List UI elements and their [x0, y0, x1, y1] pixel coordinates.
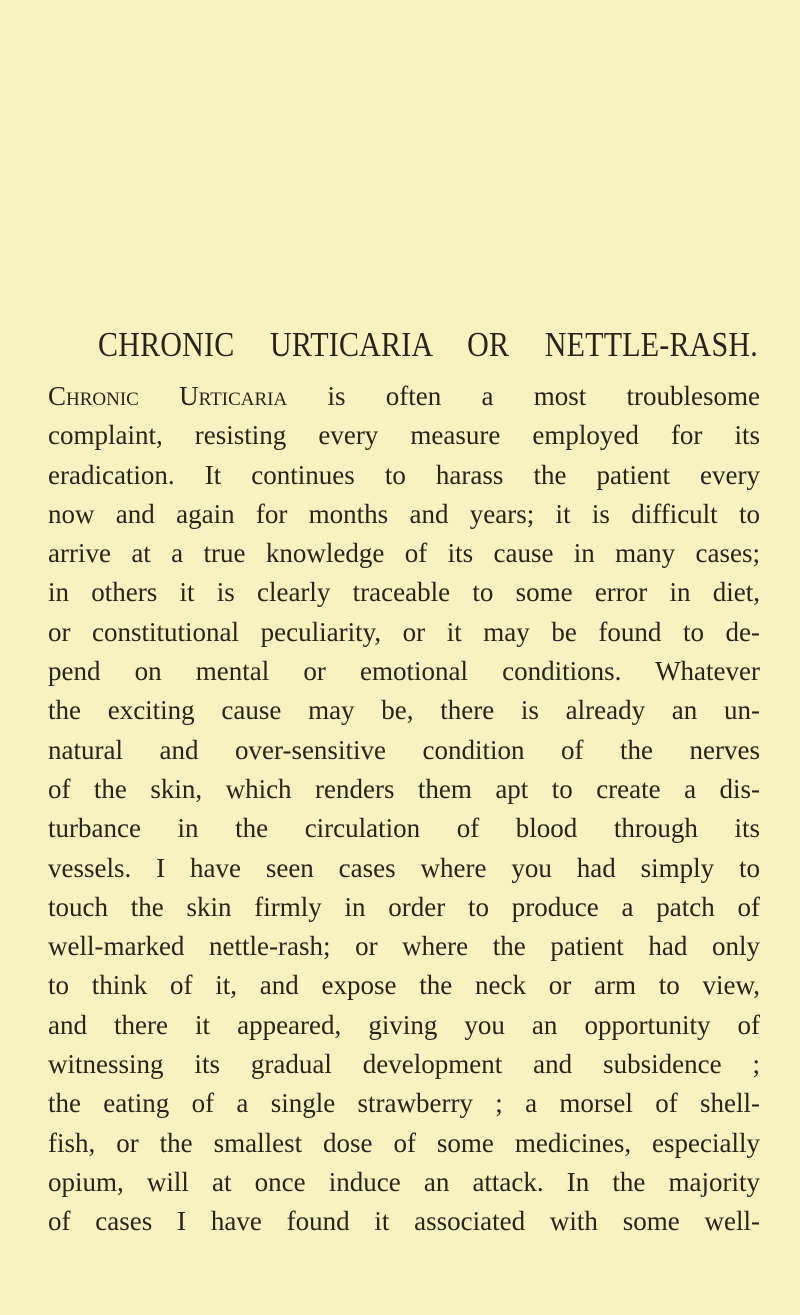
text-line: or constitutional peculiarity, or it may be found to de- — [48, 616, 760, 647]
text-line: natural and over-sensitive condition of the nerves — [48, 734, 760, 765]
text-line: and there it appeared, giving you an opportunity of — [48, 1009, 760, 1040]
text-line: opium, will at once induce an attack. In the majority — [48, 1166, 760, 1197]
text-line: fish, or the smallest dose of some medicines, especially — [48, 1127, 760, 1158]
text-line — [48, 377, 760, 416]
chapter-heading: CHRONIC URTICARIA OR NETTLE-RASH. — [98, 326, 758, 364]
text-line: turbance in the circulation of blood through its — [48, 813, 760, 844]
text-line: witnessing its gradual development and subsidence ; — [48, 1049, 760, 1080]
text-line: in others it is clearly traceable to some error in diet, — [48, 577, 760, 608]
text-span: is often a most troublesome — [287, 381, 760, 411]
text-line: of cases I have found it associated with some well- — [48, 1206, 760, 1237]
text-line: of the skin, which renders them apt to create a dis- — [48, 773, 760, 804]
smallcaps-lead: Chronic Urticaria — [48, 381, 288, 411]
text-line: complaint, resisting every measure employed for its — [48, 420, 760, 451]
text-line: touch the skin firmly in order to produce a patch of — [48, 891, 760, 922]
text-line: well-marked nettle-rash; or where the patient had only — [48, 931, 760, 962]
text-line: the eating of a single strawberry ; a morsel of shell- — [48, 1088, 760, 1119]
text-line: vessels. I have seen cases where you had simply to — [48, 852, 760, 883]
text-line: now and again for months and years; it is difficult to — [48, 498, 760, 529]
text-line: to think of it, and expose the neck or arm to view, — [48, 970, 760, 1001]
text-line: eradication. It continues to harass the patient every — [48, 459, 760, 490]
text-line: the exciting cause may be, there is already an un- — [48, 695, 760, 726]
text-line: pend on mental or emotional conditions. Whatever — [48, 656, 760, 687]
text-line: arrive at a true knowledge of its cause in many cases; — [48, 538, 760, 569]
body-text — [48, 377, 760, 1242]
